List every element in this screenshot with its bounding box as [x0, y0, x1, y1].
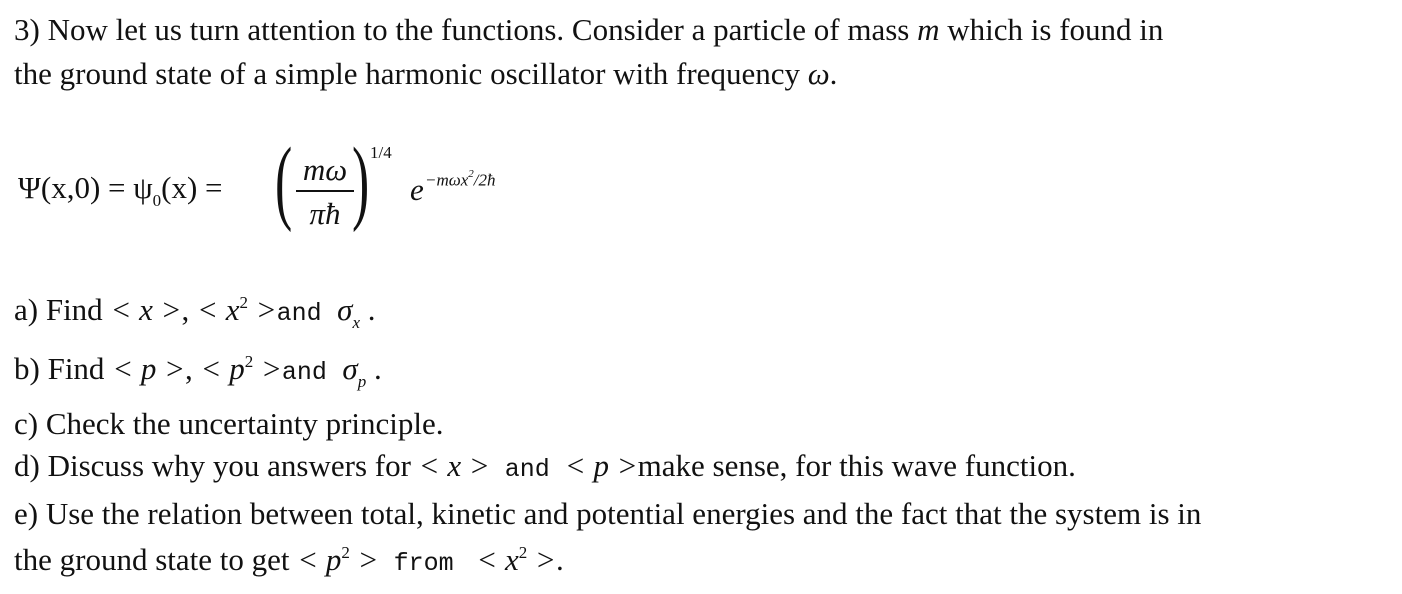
fraction-bar — [296, 190, 354, 192]
question-b — [14, 351, 382, 391]
qe-p2-close: > — [349, 542, 379, 577]
qe-prefix: the ground state to get — [14, 542, 298, 577]
qe-x2-open: < x — [476, 542, 519, 577]
qa-sigma-sub: x — [352, 313, 361, 332]
qd-x-expect: < x > — [418, 448, 490, 483]
left-paren: ( — [275, 129, 293, 233]
qb-p2-close: > — [253, 351, 282, 386]
qb-and: and — [281, 358, 327, 387]
qe-end: . — [555, 542, 564, 577]
exp-power — [425, 170, 496, 191]
qb-prefix: b) Find — [14, 351, 113, 386]
fraction-numerator: mω — [302, 152, 348, 187]
question-e-line-2 — [14, 542, 564, 582]
exp-base: e — [410, 172, 424, 207]
qb-sigma: σ — [342, 351, 358, 386]
equation-lhs-end: (x) = — [161, 170, 223, 205]
qd-p-expect: < p > — [564, 448, 638, 483]
intro-text-2: the ground state of a simple harmonic oscillator with frequency — [14, 56, 808, 91]
qa-x2-close: > — [247, 292, 277, 327]
qa-prefix: a) Find — [14, 292, 111, 327]
intro-period: . — [829, 56, 838, 91]
question-e-line-1: e) Use the relation between total, kinetic and potential energies and the fact that the system is in — [14, 496, 1202, 531]
question-c: c) Check the uncertainty principle. — [14, 406, 444, 441]
qd-suffix: make sense, for this wave function. — [637, 448, 1076, 483]
mass-symbol: m — [917, 12, 940, 47]
intro-text-end: which is found in — [939, 12, 1164, 47]
qb-sigma-sub: p — [357, 372, 367, 391]
exp-power-b: /2ħ — [473, 170, 496, 190]
right-paren: ) — [352, 129, 370, 233]
qa-sigma: σ — [337, 292, 353, 327]
omega-symbol: ω — [807, 56, 830, 91]
equation-lhs — [18, 170, 223, 210]
qa-end: . — [360, 292, 376, 327]
qb-end: . — [366, 351, 382, 386]
qb-comma: , — [185, 351, 201, 386]
question-a — [14, 292, 376, 332]
qa-x-expect: < x > — [110, 292, 182, 327]
qa-and: and — [276, 299, 322, 328]
qd-prefix: d) Discuss why you answers for — [14, 448, 419, 483]
qa-x2-sq: 2 — [239, 293, 248, 312]
psi-subscript: 0 — [152, 191, 162, 210]
qb-p2-open: < p — [200, 351, 245, 386]
fraction-denominator: πħ — [309, 196, 341, 231]
qe-from: from — [378, 549, 469, 578]
intro-line-2 — [14, 56, 837, 92]
qe-x2-close: > — [527, 542, 556, 577]
qd-and: and — [489, 455, 565, 484]
intro-line-1 — [14, 12, 1163, 48]
exp-power-sq: 2 — [468, 168, 474, 180]
equation-lhs-text: Ψ(x,0) = ψ — [18, 170, 153, 205]
qa-comma: , — [181, 292, 198, 327]
power-quarter: 1/4 — [370, 143, 392, 162]
qe-p2-sq: 2 — [341, 543, 350, 562]
qa-x2-open: < x — [197, 292, 240, 327]
qe-p2-open: < p — [297, 542, 342, 577]
qe-x2-sq: 2 — [518, 543, 528, 562]
intro-text: 3) Now let us turn attention to the functions. Consider a particle of mass — [14, 12, 918, 47]
exp-power-a: −mωx — [425, 170, 469, 190]
qb-p-expect: < p > — [112, 351, 186, 386]
qb-p2-sq: 2 — [244, 352, 254, 371]
question-d — [14, 448, 1076, 488]
